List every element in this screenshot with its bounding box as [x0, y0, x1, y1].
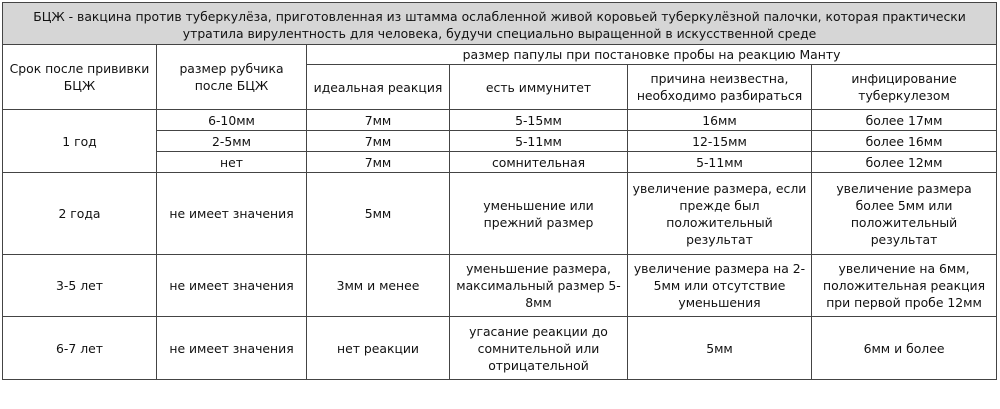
header-papule-group: размер папулы при постановке пробы на реакцию Манту	[307, 45, 997, 65]
table-row	[3, 110, 997, 131]
header-ideal: идеальная реакция	[307, 65, 450, 110]
unknown-cell: 5-11мм	[628, 152, 812, 173]
unknown-cell: 12-15мм	[628, 131, 812, 152]
unknown-cell: 5мм	[628, 317, 812, 380]
scar-cell: не имеет значения	[157, 173, 307, 255]
immune-cell: сомнительная	[450, 152, 628, 173]
ideal-cell: 7мм	[307, 131, 450, 152]
term-cell: 3-5 лет	[3, 255, 157, 317]
infected-cell: более 16мм	[812, 131, 997, 152]
term-cell: 6-7 лет	[3, 317, 157, 380]
immune-cell: уменьшение или прежний размер	[450, 173, 628, 255]
bcg-mantoux-table	[2, 2, 997, 380]
scar-cell: 6-10мм	[157, 110, 307, 131]
infected-cell: более 12мм	[812, 152, 997, 173]
ideal-cell: 7мм	[307, 110, 450, 131]
immune-cell: угасание реакции до сомнительной или отрицательной	[450, 317, 628, 380]
immune-cell: 5-11мм	[450, 131, 628, 152]
scar-cell: не имеет значения	[157, 255, 307, 317]
table-row	[3, 173, 997, 255]
title-row	[3, 3, 997, 45]
scar-cell: 2-5мм	[157, 131, 307, 152]
header-term: Срок после прививки БЦЖ	[3, 45, 157, 110]
table-title: БЦЖ - вакцина против туберкулёза, приготовленная из штамма ослабленной живой коровьей туберкулёзной палочки, которая практически утратила вирулентность для человека, будучи специально выращенной в искусственной среде	[3, 3, 997, 45]
header-unknown: причина неизвестна, необходимо разбираться	[628, 65, 812, 110]
unknown-cell: 16мм	[628, 110, 812, 131]
infected-cell: более 17мм	[812, 110, 997, 131]
table-row	[3, 255, 997, 317]
header-infected: инфицирование туберкулезом	[812, 65, 997, 110]
unknown-cell: увеличение размера на 2-5мм или отсутствие уменьшения	[628, 255, 812, 317]
ideal-cell: нет реакции	[307, 317, 450, 380]
ideal-cell: 7мм	[307, 152, 450, 173]
scar-cell: не имеет значения	[157, 317, 307, 380]
ideal-cell: 3мм и менее	[307, 255, 450, 317]
ideal-cell: 5мм	[307, 173, 450, 255]
header-scar: размер рубчика после БЦЖ	[157, 45, 307, 110]
term-cell: 1 год	[3, 110, 157, 173]
immune-cell: уменьшение размера, максимальный размер 5-8мм	[450, 255, 628, 317]
term-cell: 2 года	[3, 173, 157, 255]
header-row-1	[3, 45, 997, 65]
bcg-table-container	[2, 2, 996, 380]
infected-cell: увеличение на 6мм, положительная реакция при первой пробе 12мм	[812, 255, 997, 317]
unknown-cell: увеличение размера, если прежде был положительный результат	[628, 173, 812, 255]
header-immune: есть иммунитет	[450, 65, 628, 110]
table-row	[3, 317, 997, 380]
scar-cell: нет	[157, 152, 307, 173]
immune-cell: 5-15мм	[450, 110, 628, 131]
infected-cell: 6мм и более	[812, 317, 997, 380]
infected-cell: увеличение размера более 5мм или положительный результат	[812, 173, 997, 255]
